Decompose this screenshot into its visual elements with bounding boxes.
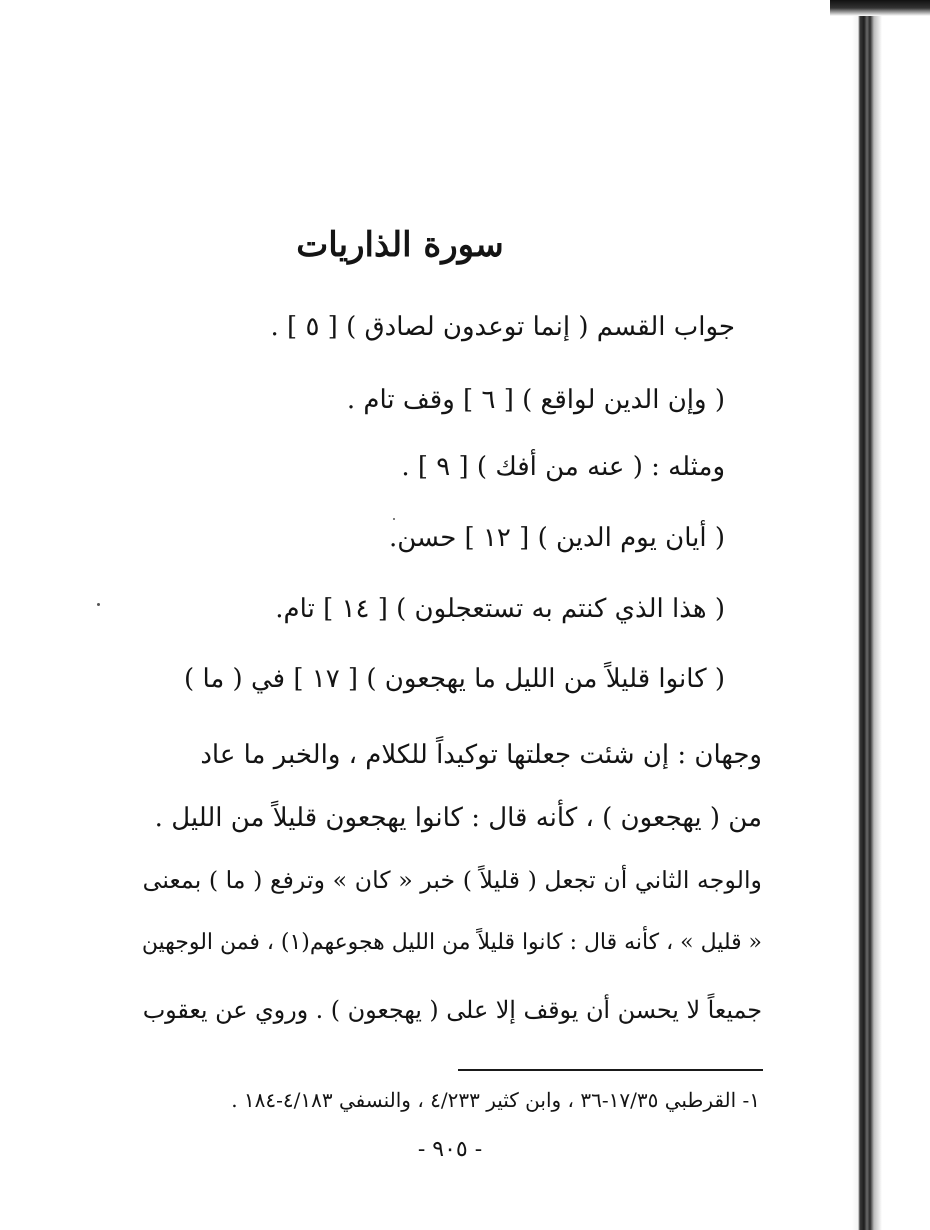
text-line-3: ومثله : ( عنه من أفك ) [ ٩ ] .	[401, 452, 725, 482]
surah-title: سورة الذاريات	[296, 225, 504, 265]
footnote-divider	[458, 1069, 763, 1071]
text-line-6: ( كانوا قليلاً من الليل ما يهجعون ) [ ١٧ ] في ( ما )	[184, 664, 725, 694]
footnote: ١- القرطبي ١٧/٣٥-٣٦ ، وابن كثير ٤/٢٣٣ ، والنسفي ٤/١٨٣-١٨٤ .	[231, 1088, 760, 1112]
page-number: - ٩٠٥ -	[417, 1137, 483, 1162]
text-line-4: ( أيان يوم الدين ) [ ١٢ ] حسن.	[388, 523, 725, 553]
text-line-2: ( وإن الدين لواقع ) [ ٦ ] وقف تام .	[346, 385, 725, 415]
scan-speck	[97, 603, 100, 606]
text-line-8: من ( يهجعون ) ، كأنه قال : كانوا يهجعون قليلاً من الليل .	[154, 803, 762, 833]
text-line-1: جواب القسم ( إنما توعدون لصادق ) [ ٥ ] .	[270, 312, 735, 342]
book-spine-top-shadow	[830, 0, 930, 16]
text-line-5: ( هذا الذي كنتم به تستعجلون ) [ ١٤ ] تام.	[275, 594, 725, 624]
text-line-10: « قليل » ، كأنه قال : كانوا قليلاً من الليل هجوعهم(١) ، فمن الوجهين	[141, 930, 762, 955]
book-spine-edge	[852, 0, 930, 1230]
text-line-7: وجهان : إن شئت جعلتها توكيداً للكلام ، والخبر ما عاد	[200, 740, 762, 770]
text-line-9: والوجه الثاني أن تجعل ( قليلاً ) خبر « كان » وترفع ( ما ) بمعنى	[142, 866, 762, 894]
text-line-11: جميعاً لا يحسن أن يوقف إلا على ( يهجعون ) . وروي عن يعقوب	[142, 996, 762, 1024]
